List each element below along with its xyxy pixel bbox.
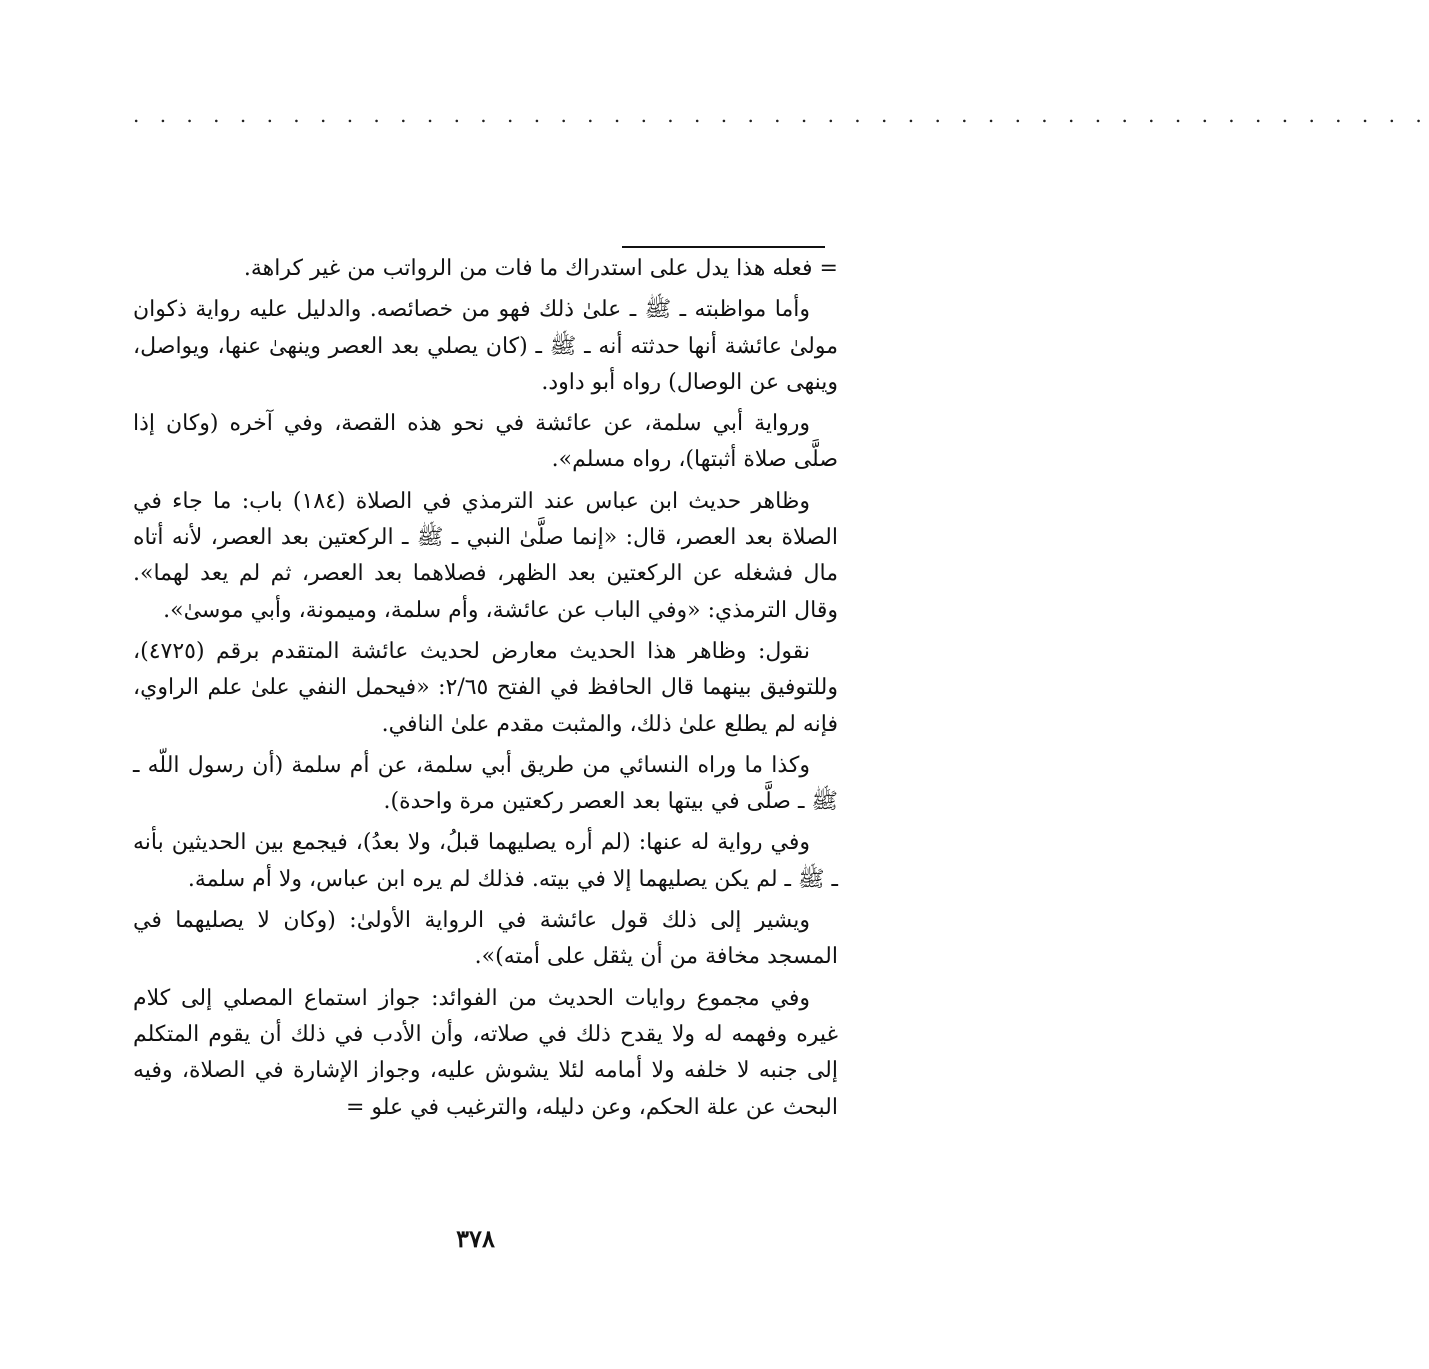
paragraph: وفي مجموع روايات الحديث من الفوائد: جواز استماع المصلي إلى كلام غيره وفهمه له ولا يقدح ذلك في صلاته، وأن الأدب في ذلك أن يقوم المتكلم إلى جنبه لا خلفه ولا أمامه لئلا يشوش عليه، وجواز الإشارة في الصلاة، وفيه البحث عن علة الحكم، وعن دليله، والترغيب في علو = <box>133 985 838 1120</box>
page-number: ٣٧٨ <box>456 1224 495 1253</box>
paragraph: ورواية أبي سلمة، عن عائشة في نحو هذه القصة، وفي آخره (وكان إذا صلَّى صلاة أثبتها)، رواه مسلم». <box>133 411 838 473</box>
header-dotted-line: . . . . . . . . . . . . . . . . . . . . . . . . . . . . . . . . . . . . . . . . . . . . . . . . . <box>133 103 1429 127</box>
paragraph: وفي رواية له عنها: (لم أره يصليهما قبلُ، ولا بعدُ)، فيجمع بين الحديثين بأنه ـ ﷺ ـ لم يكن يصليهما إلا في بيته. فذلك لم يره ابن عباس، ولا أم سلمة. <box>133 830 838 892</box>
footnote-separator-rule <box>622 246 825 248</box>
footnote-text-block <box>133 251 838 1131</box>
paragraph: وأما مواظبته ـ ﷺ ـ علىٰ ذلك فهو من خصائصه. والدليل عليه رواية ذكوان مولىٰ عائشة أنها حدثته أنه ـ ﷺ ـ (كان يصلي بعد العصر وينهىٰ عنها، ويواصل، وينهى عن الوصال) رواه أبو داود. <box>133 297 838 395</box>
paragraph: وكذا ما وراه النسائي من طريق أبي سلمة، عن أم سلمة (أن رسول اللّه ـ ﷺ ـ صلَّى في بيتها بعد العصر ركعتين مرة واحدة). <box>133 752 838 815</box>
paragraph: نقول: وظاهر هذا الحديث معارض لحديث عائشة المتقدم برقم (٤٧٢٥)، وللتوفيق بينهما قال الحافظ في الفتح ٢/٦٥: «فيحمل النفي علىٰ علم الراوي، فإنه لم يطلع علىٰ ذلك، والمثبت مقدم علىٰ النافي. <box>133 638 838 737</box>
paragraph: وظاهر حديث ابن عباس عند الترمذي في الصلاة (١٨٤) باب: ما جاء في الصلاة بعد العصر، قال: «إنما صلَّىٰ النبي ـ ﷺ ـ الركعتين بعد العصر، لأنه أتاه مال فشغله عن الركعتين بعد الظهر، فصلاهما بعد العصر، ثم لم يعد لهما». وقال الترمذي: «وفي الباب عن عائشة، وأم سلمة، وميمونة، وأبي موسىٰ». <box>133 488 838 623</box>
paragraph-continuation: = فعله هذا يدل على استدراك ما فات من الرواتب من غير كراهة. <box>243 256 838 281</box>
paragraph: ويشير إلى ذلك قول عائشة في الرواية الأولىٰ: (وكان لا يصليهما في المسجد مخافة من أن يثقل على أمته)». <box>133 908 838 970</box>
